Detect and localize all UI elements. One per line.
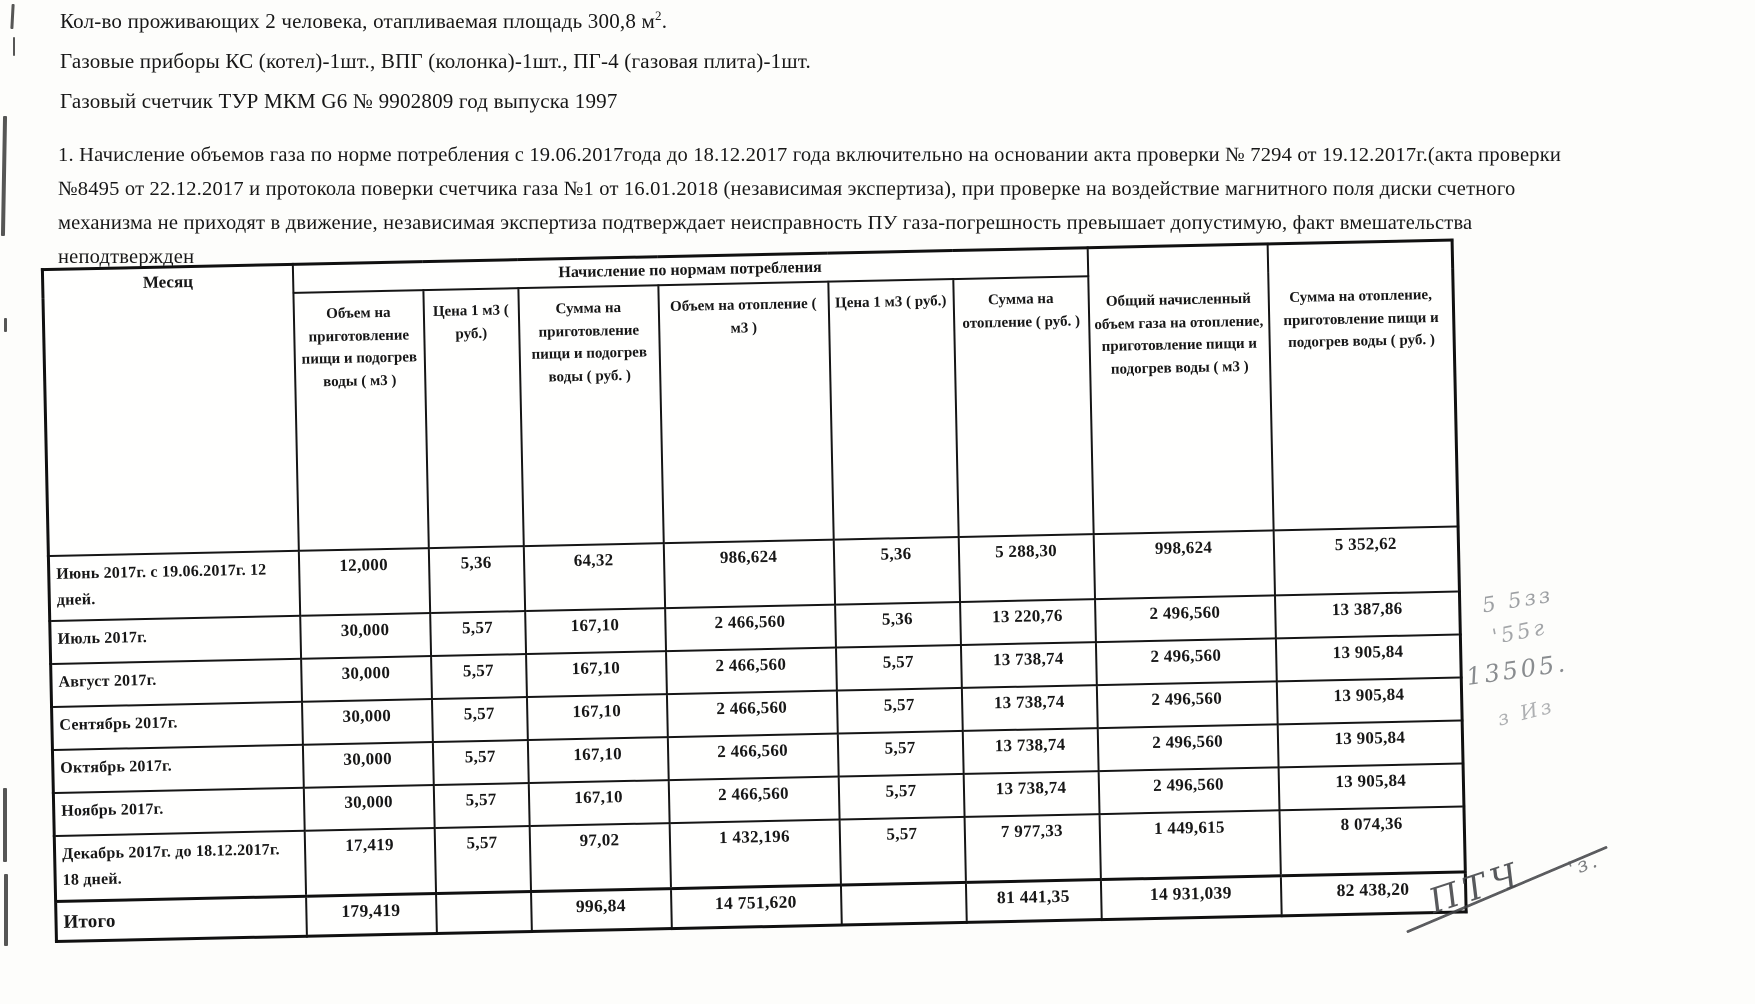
value-cell: 12,000: [298, 548, 429, 616]
month-cell: Июнь 2017г. с 19.06.2017г. 12 дней.: [48, 551, 299, 621]
residents-area-text: Кол-во проживающих 2 человека, отапливаемая площадь 300,8 м: [60, 9, 656, 33]
value-cell: 5,36: [835, 602, 961, 648]
handwritten-note: з Из: [1494, 693, 1557, 731]
column-header-price-2: Цена 1 м3 ( руб.): [828, 279, 958, 539]
value-cell: 167,10: [526, 694, 667, 740]
scan-artifact: [4, 318, 7, 332]
value-cell: 5,57: [434, 826, 530, 893]
column-header-heating-sum: Сумма на отопление ( руб. ): [953, 277, 1093, 537]
value-cell: 2 466,560: [665, 605, 836, 652]
value-cell: 5,57: [431, 654, 527, 699]
column-header-cooking-volume: Объем на приготовление пищи и подогрев воды ( м3 ): [293, 291, 428, 551]
value-cell: 167,10: [525, 608, 666, 654]
month-cell: Август 2017г.: [51, 659, 302, 707]
scan-artifact: [1, 116, 7, 236]
value-cell: 13 738,74: [963, 771, 1099, 817]
group-header-norms: Начисление по нормам потребления: [292, 248, 1088, 294]
value-cell: 64,32: [523, 543, 664, 611]
column-header-heating-volume: Объем на отопление ( м3 ): [658, 282, 833, 543]
value-cell: 996,84: [531, 889, 672, 932]
total-label-cell: Итого: [56, 896, 307, 942]
column-header-total-sum: Сумма на отопление, приготовление пищи и подогрев воды ( руб. ): [1267, 240, 1458, 530]
value-cell: 998,624: [1093, 530, 1274, 599]
calculation-basis-paragraph: 1. Начисление объемов газа по норме потребления с 19.06.2017года до 18.12.2017 года включительно на основании акта проверки № 7294 от 19.12.2017г.(акта проверки №8495 от 22.12.2017 и протокола поверки счетчика газа №1 от 16.01.2018 (независимая экспертиза), при проверке на воздействие магнитного поля диски счетного механизма не приходят в движение, независимая экспертиза подтверждает неисправность ПУ газа-погрешность превышает допустимую, факт вмешательства неподтвержден: [58, 144, 1562, 268]
gas-appliances-line: Газовые приборы КС (котел)-1шт., ВПГ (колонка)-1шт., ПГ-4 (газовая плита)-1шт.: [60, 49, 811, 73]
value-cell: 7 977,33: [964, 814, 1100, 882]
value-cell: 13 220,76: [960, 599, 1096, 645]
handwritten-note: '55г: [1490, 614, 1549, 650]
value-cell: 5 288,30: [958, 534, 1094, 602]
value-cell: 30,000: [303, 785, 434, 831]
value-cell: 17,419: [304, 828, 435, 896]
value-cell: 14 931,039: [1100, 876, 1281, 920]
value-cell: 1 432,196: [669, 820, 840, 889]
value-cell: 167,10: [528, 780, 669, 826]
value-cell: 13 905,84: [1276, 677, 1462, 724]
value-cell: 97,02: [529, 823, 670, 891]
column-header-total-volume: Общий начисленный объем газа на отопление, приготовление пищи и подогрев воды ( м3 ): [1087, 244, 1273, 534]
residents-area-line: [60, 8, 667, 34]
value-cell: 179,419: [306, 894, 437, 937]
value-cell: 2 496,560: [1097, 724, 1278, 771]
value-cell: 986,624: [663, 540, 834, 609]
scan-artifact: [4, 874, 8, 946]
value-cell: 14 751,620: [670, 885, 841, 929]
month-cell: Июль 2017г.: [50, 616, 301, 664]
value-cell: 13 738,74: [960, 642, 1096, 688]
handwritten-note: 13505.: [1464, 649, 1570, 691]
value-cell: 2 496,560: [1095, 638, 1276, 685]
scan-artifact: [10, 4, 14, 29]
value-cell: 5,57: [836, 688, 962, 734]
column-header-cooking-sum: Сумма на приготовление пищи и подогрев воды ( руб. ): [518, 286, 663, 546]
value-cell: 2 496,560: [1095, 595, 1276, 642]
value-cell: 5,57: [432, 740, 528, 785]
month-cell: Сентябрь 2017г.: [52, 702, 303, 750]
value-cell: 13 738,74: [962, 728, 1098, 774]
value-cell: 82 438,20: [1280, 872, 1466, 916]
value-cell: 30,000: [300, 613, 431, 659]
value-cell: 2 466,560: [668, 777, 839, 824]
value-cell: 5,57: [431, 697, 527, 742]
billing-table-wrap: [41, 239, 1468, 944]
value-cell: 5,36: [428, 546, 524, 613]
month-cell: Декабрь 2017г. до 18.12.2017г. 18 дней.: [54, 831, 305, 902]
value-cell: 30,000: [301, 699, 432, 745]
handwritten-note: 5 5зз: [1480, 582, 1555, 618]
value-cell: 2 496,560: [1096, 681, 1277, 728]
value-cell: 81 441,35: [965, 880, 1101, 923]
value-cell: 13 905,84: [1275, 634, 1461, 681]
square-meter-superscript: 2: [655, 8, 662, 23]
value-cell: 13 387,86: [1275, 592, 1461, 639]
gas-billing-table: [41, 239, 1468, 944]
value-cell: 13 905,84: [1278, 763, 1464, 810]
value-cell: 2 466,560: [667, 734, 838, 781]
value-cell: 5 352,62: [1273, 527, 1459, 596]
month-cell: Ноябрь 2017г.: [53, 788, 304, 836]
scan-artifact: [13, 37, 15, 56]
scan-artifact: [3, 788, 7, 862]
value-cell: 2 466,560: [666, 648, 837, 695]
value-cell: 5,57: [835, 645, 961, 691]
value-cell: 5,57: [433, 783, 529, 828]
handwritten-note: ПТЧ: [1424, 854, 1529, 922]
value-cell: 5,57: [837, 731, 963, 777]
value-cell: 2 496,560: [1098, 767, 1279, 814]
value-cell: [840, 882, 966, 925]
value-cell: [436, 892, 532, 934]
gas-meter-line: Газовый счетчик ТУР МКМ G6 № 9902809 год выпуска 1997: [60, 89, 618, 113]
value-cell: 167,10: [526, 651, 667, 697]
value-cell: 13 738,74: [961, 685, 1097, 731]
month-cell: Октябрь 2017г.: [52, 745, 303, 793]
month-column-header: Месяц: [42, 264, 298, 556]
column-header-price-1: Цена 1 м3 ( руб.): [423, 289, 523, 549]
value-cell: 167,10: [527, 737, 668, 783]
value-cell: 5,57: [430, 611, 526, 656]
value-cell: 30,000: [302, 742, 433, 788]
value-cell: 5,57: [839, 817, 965, 885]
value-cell: 1 449,615: [1099, 810, 1280, 879]
value-cell: 5,36: [833, 537, 959, 605]
value-cell: 2 466,560: [666, 691, 837, 738]
handwritten-note: 'з.: [1564, 847, 1603, 881]
value-cell: 5,57: [838, 774, 964, 820]
value-cell: 8 074,36: [1279, 806, 1465, 875]
value-cell: 13 905,84: [1277, 720, 1463, 767]
value-cell: 30,000: [301, 656, 432, 702]
line-end-period: .: [661, 9, 668, 33]
